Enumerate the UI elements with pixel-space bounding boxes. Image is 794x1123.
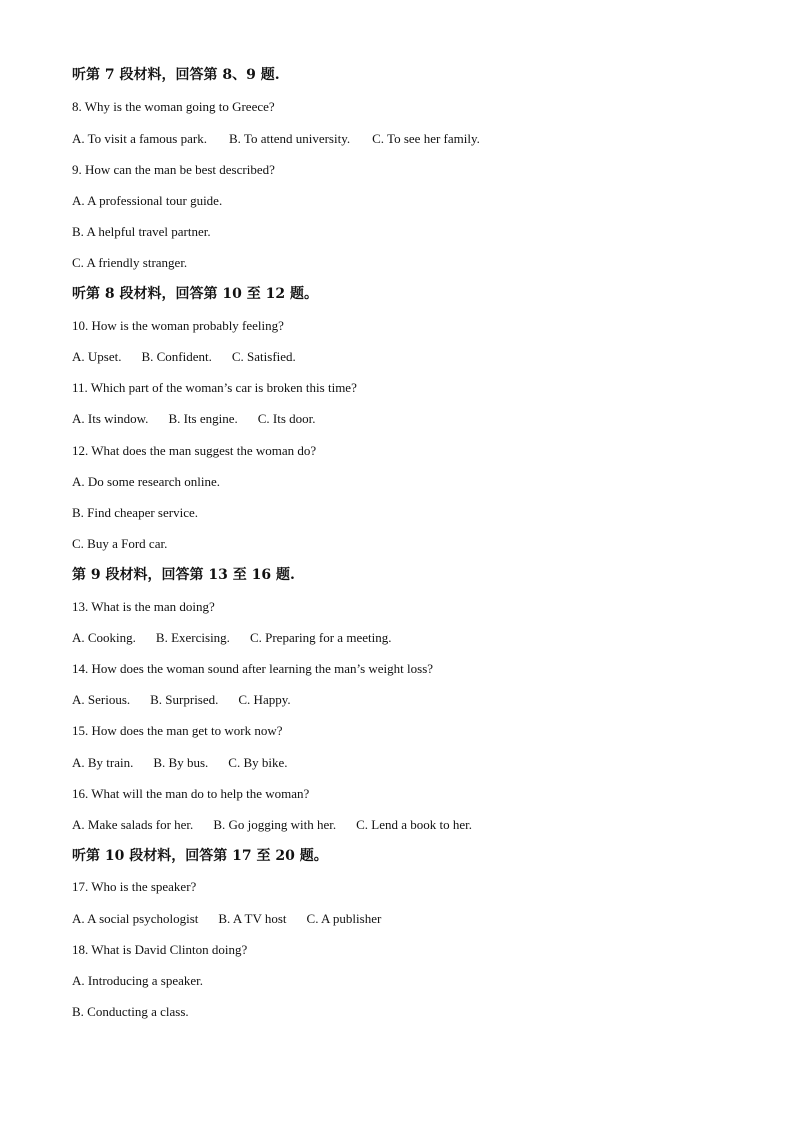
- question-stem: 17. Who is the speaker?: [72, 879, 197, 894]
- question-stem: 13. What is the man doing?: [72, 599, 215, 614]
- options-row: [72, 411, 316, 427]
- option-a: A. Serious.: [72, 692, 131, 707]
- option-c: C. Its door.: [257, 411, 316, 426]
- option-c: C. To see her family.: [372, 131, 480, 146]
- options-row: [72, 131, 480, 147]
- option-b: B. Find cheaper service.: [72, 505, 198, 520]
- option-a: A. Make salads for her.: [72, 817, 194, 832]
- option-b: B. Go jogging with her.: [213, 817, 337, 832]
- option-a: A. A social psychologist: [72, 911, 199, 926]
- option-b: B. To attend university.: [228, 131, 351, 146]
- option-c: C. Buy a Ford car.: [72, 536, 168, 551]
- option-a: A. Cooking.: [72, 630, 136, 645]
- option-b: B. Surprised.: [150, 692, 219, 707]
- option-c: C. Lend a book to her.: [356, 817, 472, 832]
- question-stem: 11. Which part of the woman’s car is broken this time?: [72, 380, 357, 395]
- question-stem: 16. What will the man do to help the woman?: [72, 786, 310, 801]
- option-b: B. Its engine.: [168, 411, 238, 426]
- option-a: A. To visit a famous park.: [72, 131, 207, 146]
- question-stem: 10. How is the woman probably feeling?: [72, 318, 284, 333]
- option-c: C. Preparing for a meeting.: [249, 630, 392, 645]
- section-heading: 第 9 段材料，回答第 13 至 16 题.: [72, 567, 295, 583]
- options-row: [72, 349, 296, 365]
- option-c: C. A publisher: [306, 911, 382, 926]
- option-c: C. A friendly stranger.: [72, 255, 188, 270]
- question-stem: 8. Why is the woman going to Greece?: [72, 99, 275, 114]
- option-b: B. Confident.: [141, 349, 212, 364]
- option-a: A. By train.: [72, 755, 134, 770]
- option-c: C. By bike.: [228, 755, 288, 770]
- option-a: A. Introducing a speaker.: [72, 973, 204, 988]
- options-row: [72, 817, 472, 833]
- option-b: B. A TV host: [218, 911, 287, 926]
- option-b: B. By bus.: [153, 755, 209, 770]
- option-a: A. Its window.: [72, 411, 149, 426]
- question-stem: 12. What does the man suggest the woman do?: [72, 443, 317, 458]
- option-c: C. Satisfied.: [231, 349, 296, 364]
- section-heading: 听第 10 段材料，回答第 17 至 20 题。: [72, 848, 328, 864]
- option-a: A. Do some research online.: [72, 474, 221, 489]
- option-a: A. A professional tour guide.: [72, 193, 223, 208]
- options-row: [72, 911, 381, 927]
- options-row: [72, 630, 391, 646]
- question-stem: 14. How does the woman sound after learning the man’s weight loss?: [72, 661, 434, 676]
- question-stem: 18. What is David Clinton doing?: [72, 942, 248, 957]
- option-b: B. A helpful travel partner.: [72, 224, 211, 239]
- question-stem: 15. How does the man get to work now?: [72, 723, 283, 738]
- options-row: [72, 755, 288, 771]
- option-a: A. Upset.: [72, 349, 122, 364]
- section-heading: 听第 7 段材料，回答第 8、9 题.: [72, 67, 280, 83]
- option-c: C. Happy.: [238, 692, 291, 707]
- options-row: [72, 692, 291, 708]
- section-heading: 听第 8 段材料，回答第 10 至 12 题。: [72, 286, 318, 302]
- option-b: B. Conducting a class.: [72, 1004, 189, 1019]
- question-stem: 9. How can the man be best described?: [72, 162, 275, 177]
- option-b: B. Exercising.: [155, 630, 230, 645]
